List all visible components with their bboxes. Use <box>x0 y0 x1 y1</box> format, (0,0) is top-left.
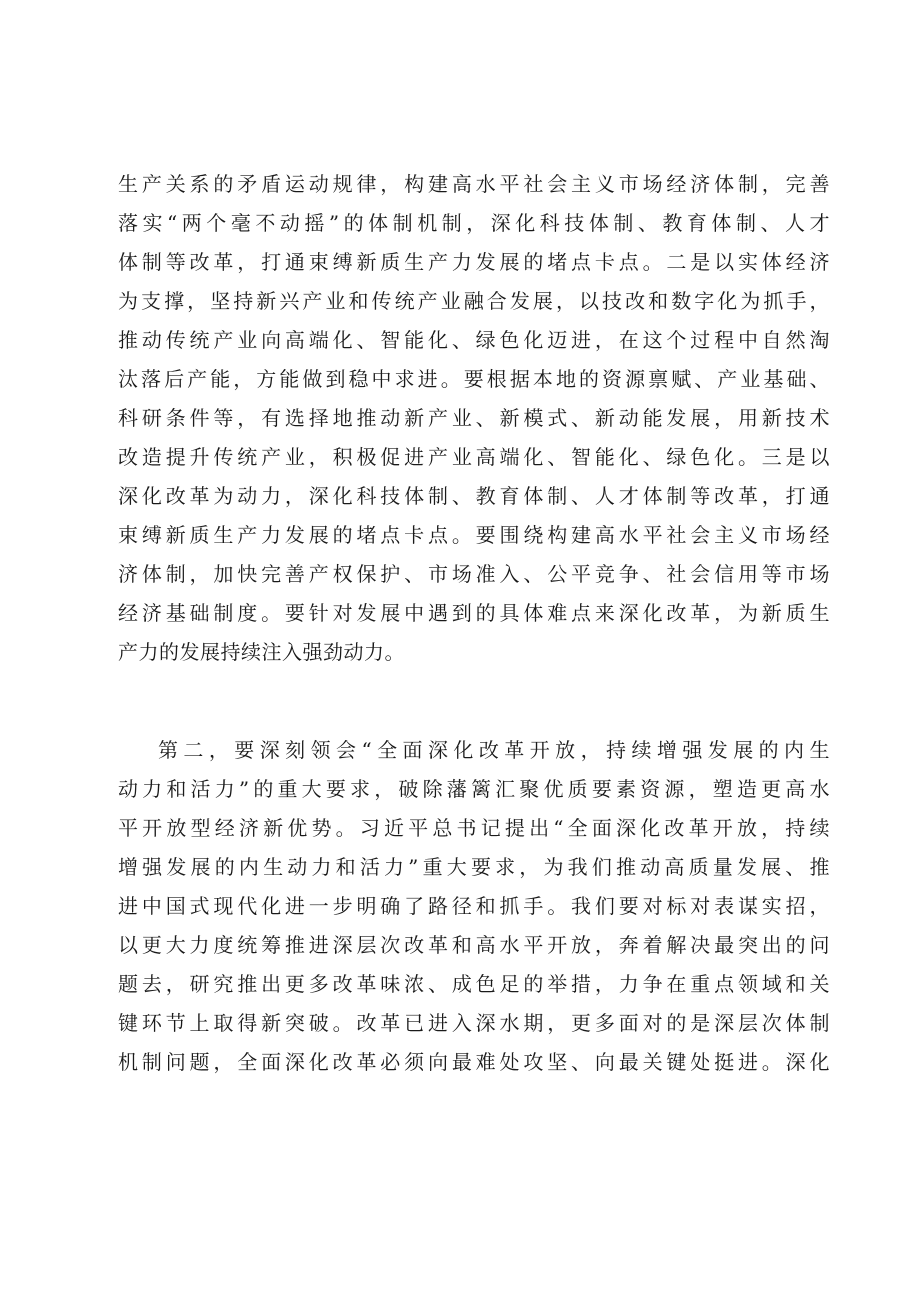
paragraph-1-line: 科研条件等，有选择地推动新产业、新模式、新动能发展，用新技术 <box>118 406 830 430</box>
paragraph-1-line: 体制等改革，打通束缚新质生产力发展的堵点卡点。二是以实体经济 <box>118 250 830 274</box>
paragraph-2-line: 增强发展的内生动力和活力”重大要求，为我们推动高质量发展、推 <box>118 855 830 879</box>
paragraph-1-line: 产力的发展持续注入强劲动力。 <box>118 640 405 664</box>
paragraph-2-line: 平开放型经济新优势。习近平总书记提出“全面深化改革开放，持续 <box>118 816 830 840</box>
paragraph-1 <box>118 165 830 672</box>
paragraph-1-line: 济体制，加快完善产权保护、市场准入、公平竞争、社会信用等市场 <box>118 562 830 586</box>
paragraph-1-line: 经济基础制度。要针对发展中遇到的具体难点来深化改革，为新质生 <box>118 601 830 625</box>
paragraph-1-line: 生产关系的矛盾运动规律，构建高水平社会主义市场经济体制，完善 <box>118 172 830 196</box>
paragraph-2-line: 第二，要深刻领会“全面深化改革开放，持续增强发展的内生 <box>158 738 830 762</box>
paragraph-1-line: 推动传统产业向高端化、智能化、绿色化迈进，在这个过程中自然淘 <box>118 328 830 352</box>
paragraph-2-line: 以更大力度统筹推进深层次改革和高水平开放，奔着解决最突出的问 <box>118 933 830 957</box>
paragraph-2 <box>118 731 830 1082</box>
paragraph-1-line: 深化改革为动力，深化科技体制、教育体制、人才体制等改革，打通 <box>118 484 830 508</box>
paragraph-2-line: 题去，研究推出更多改革味浓、成色足的举措，力争在重点领域和关 <box>118 972 830 996</box>
paragraph-2-line: 进中国式现代化进一步明确了路径和抓手。我们要对标对表谋实招， <box>118 894 830 918</box>
paragraph-2-line: 机制问题，全面深化改革必须向最难处攻坚、向最关键处挺进。深化 <box>118 1050 830 1074</box>
paragraph-1-line: 束缚新质生产力发展的堵点卡点。要围绕构建高水平社会主义市场经 <box>118 523 830 547</box>
paragraph-2-line: 键环节上取得新突破。改革已进入深水期，更多面对的是深层次体制 <box>118 1011 830 1035</box>
paragraph-1-line: 落实“两个毫不动摇”的体制机制，深化科技体制、教育体制、人才 <box>118 211 830 235</box>
paragraph-1-line: 为支撑，坚持新兴产业和传统产业融合发展，以技改和数字化为抓手， <box>118 289 830 313</box>
paragraph-1-line: 改造提升传统产业，积极促进产业高端化、智能化、绿色化。三是以 <box>118 445 830 469</box>
paragraph-2-line: 动力和活力”的重大要求，破除藩篱汇聚优质要素资源，塑造更高水 <box>118 777 830 801</box>
paragraph-1-line: 汰落后产能，方能做到稳中求进。要根据本地的资源禀赋、产业基础、 <box>118 367 830 391</box>
